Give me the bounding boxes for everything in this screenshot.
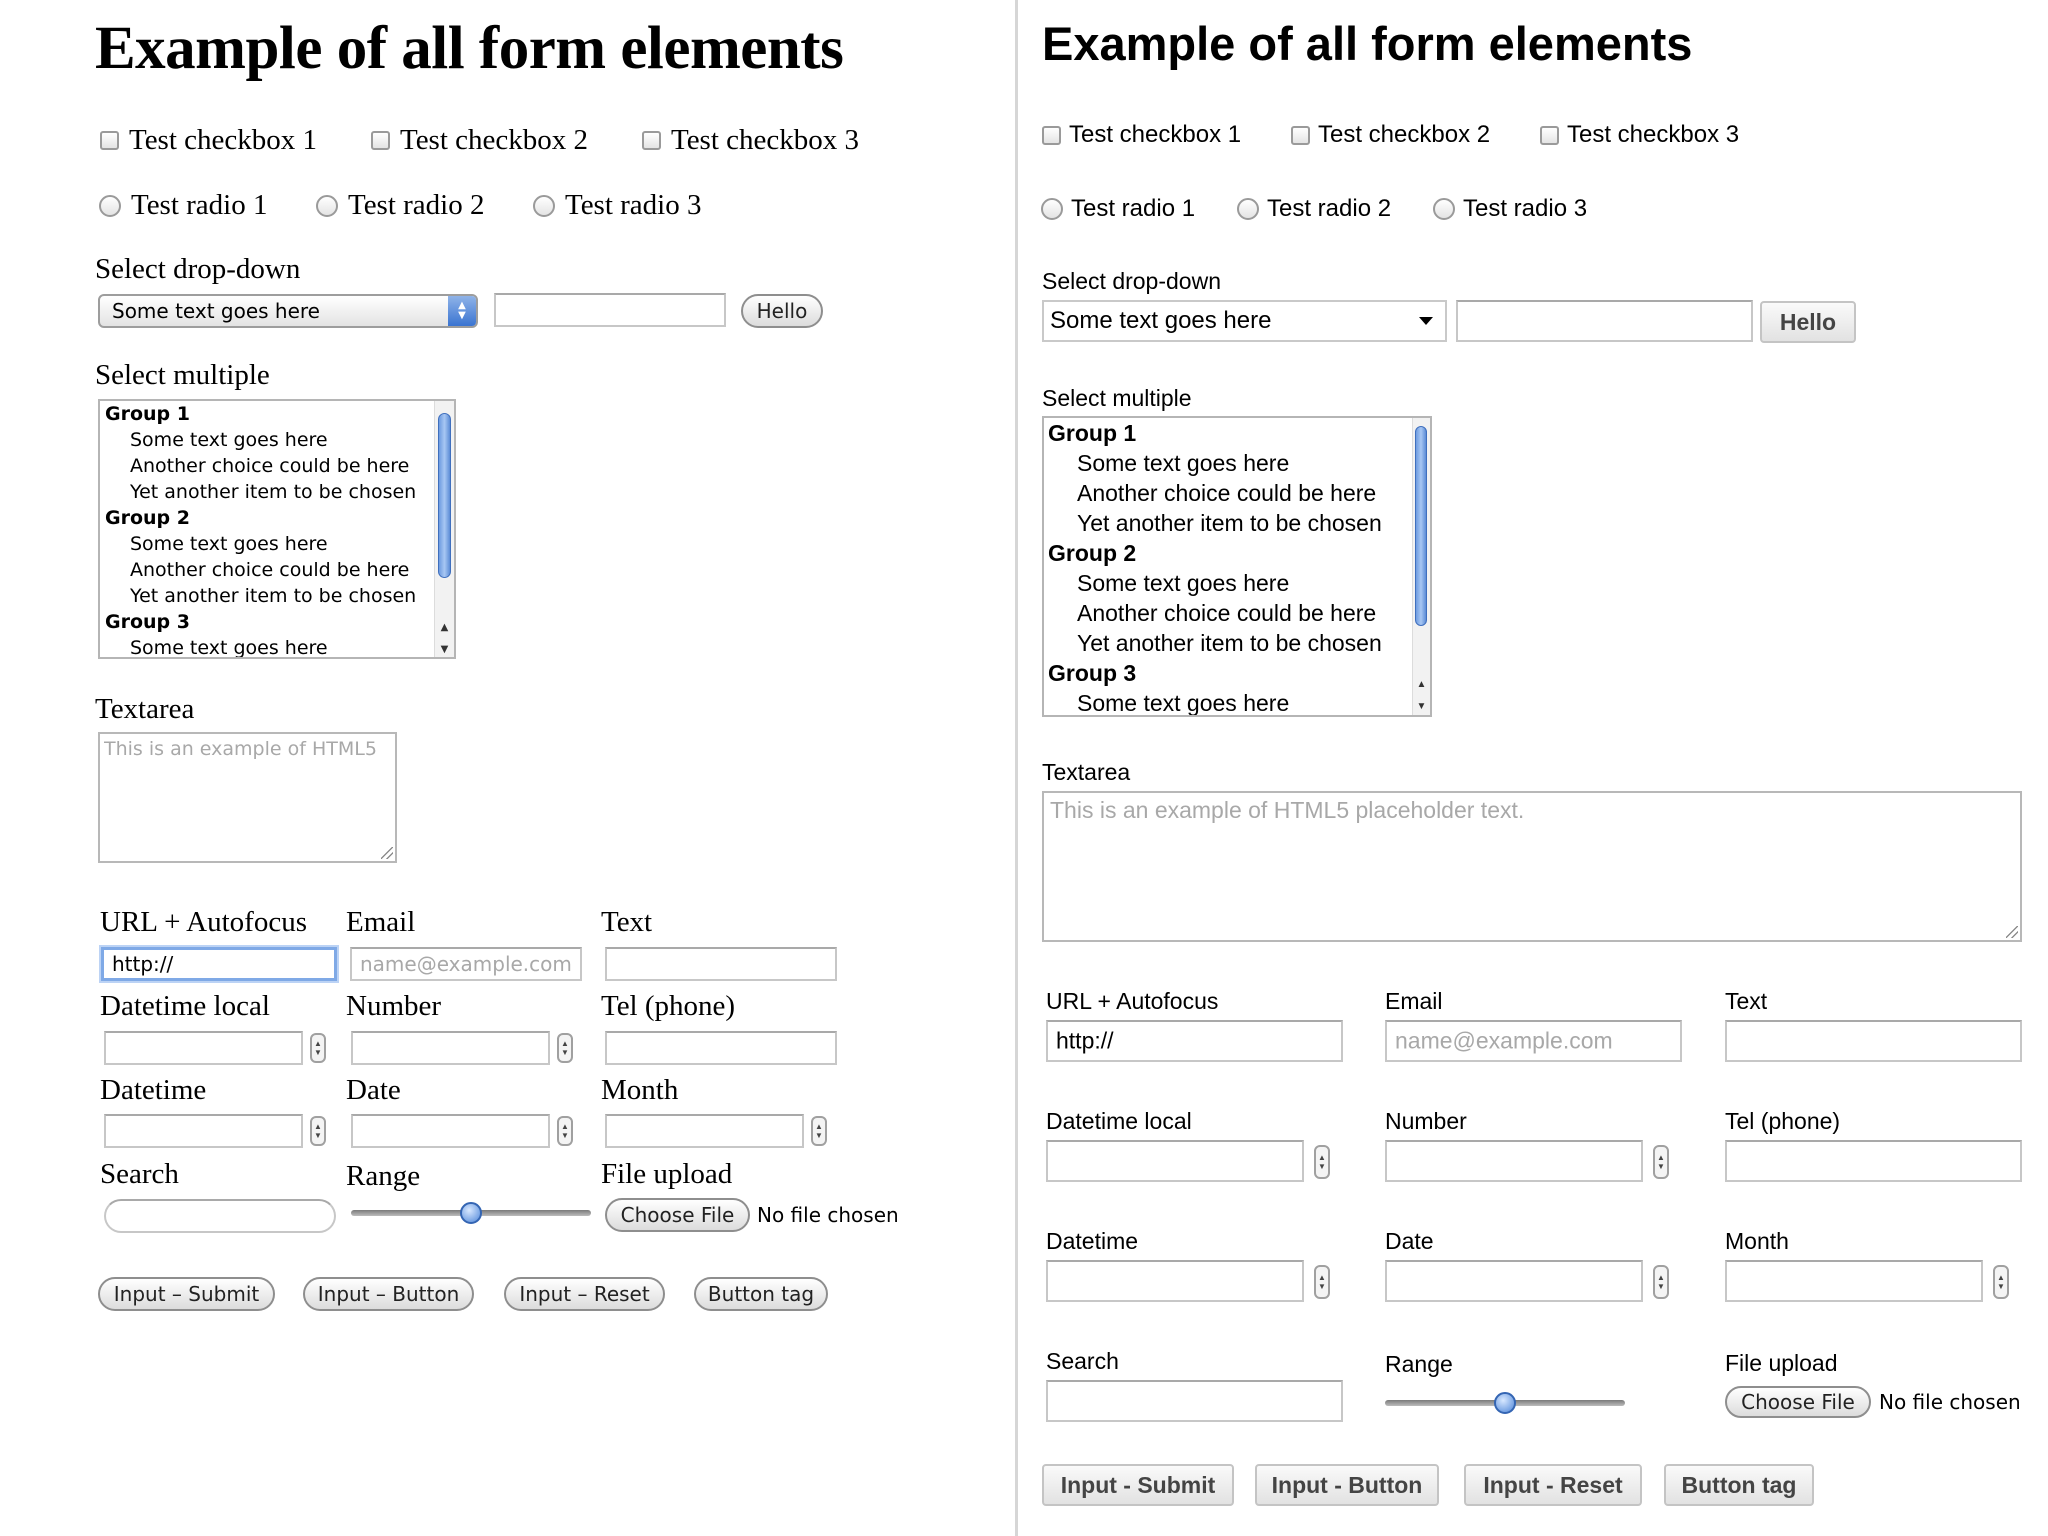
- resize-grip-icon[interactable]: [381, 847, 393, 859]
- left-pane: [0, 0, 1015, 1536]
- url-label: URL + Autofocus: [1046, 988, 1219, 1014]
- group-label: Group 3: [1048, 660, 1137, 686]
- checkbox-label: Test checkbox 2: [1318, 121, 1491, 148]
- url-value: http://: [112, 952, 174, 976]
- range-label: Range: [346, 1160, 421, 1192]
- month-label: Month: [1725, 1228, 1789, 1254]
- file-upload-label: File upload: [1725, 1350, 1838, 1376]
- tel-label: Tel (phone): [601, 990, 736, 1022]
- range-label: Range: [1385, 1351, 1453, 1377]
- checkbox-label: Test checkbox 3: [671, 124, 860, 156]
- datetime-local-input[interactable]: [1046, 1140, 1304, 1182]
- search-label: Search: [100, 1158, 179, 1190]
- scroll-thumb[interactable]: [1415, 426, 1427, 626]
- radio-item-1[interactable]: [1041, 195, 1195, 223]
- url-label: URL + Autofocus: [100, 906, 307, 938]
- list-option[interactable]: Another choice could be here: [130, 455, 410, 477]
- spinner-icon[interactable]: ▲ ▼: [1314, 1145, 1330, 1179]
- scroll-arrow-icon[interactable]: ▼: [1416, 701, 1427, 712]
- search-input[interactable]: [104, 1199, 336, 1233]
- checkbox-label: Test checkbox 3: [1567, 121, 1740, 148]
- list-option[interactable]: Some text goes here: [1077, 450, 1290, 476]
- number-label: Number: [346, 990, 442, 1022]
- radio-icon[interactable]: [1433, 198, 1455, 220]
- chevron-down-icon: [1419, 317, 1433, 325]
- checkbox-icon[interactable]: [371, 131, 390, 150]
- textarea-placeholder: This is an example of HTML5 placeholder text.: [1050, 797, 1525, 823]
- checkbox-item-2[interactable]: [371, 124, 588, 157]
- button-tag-button[interactable]: Button tag: [1664, 1464, 1814, 1506]
- select-multiple-label: Select multiple: [95, 359, 270, 391]
- listbox-scrollbar[interactable]: [434, 401, 454, 657]
- month-input[interactable]: [605, 1114, 804, 1148]
- datetime-local-label: Datetime local: [100, 990, 270, 1022]
- textarea-label: Textarea: [95, 693, 195, 725]
- file-status: No file chosen: [1879, 1390, 2021, 1414]
- spinner-icon[interactable]: ▲ ▼: [1314, 1265, 1330, 1299]
- radio-item-3[interactable]: [533, 189, 702, 222]
- radio-item-2[interactable]: [316, 189, 485, 222]
- search-label: Search: [1046, 1348, 1119, 1374]
- checkbox-icon[interactable]: [1291, 126, 1310, 145]
- url-input[interactable]: [1046, 1020, 1343, 1062]
- input-reset-button[interactable]: Input - Reset: [1464, 1464, 1642, 1506]
- datetime-input[interactable]: [104, 1114, 303, 1148]
- list-option[interactable]: Yet another item to be chosen: [130, 481, 417, 503]
- list-option[interactable]: Some text goes here: [130, 429, 328, 451]
- list-option[interactable]: Some text goes here: [130, 533, 328, 555]
- list-option[interactable]: Another choice could be here: [130, 559, 410, 581]
- list-option[interactable]: Yet another item to be chosen: [130, 585, 417, 607]
- group-label: Group 1: [1048, 420, 1137, 446]
- email-label: Email: [346, 906, 416, 938]
- spinner-icon[interactable]: ▲ ▼: [557, 1033, 573, 1063]
- spinner-icon[interactable]: ▲ ▼: [557, 1116, 573, 1146]
- select-dropdown[interactable]: [1042, 300, 1447, 342]
- checkbox-item-1[interactable]: [100, 124, 317, 157]
- page-title: Example of all form elements: [1042, 17, 1693, 70]
- tel-label: Tel (phone): [1725, 1108, 1841, 1134]
- month-label: Month: [601, 1074, 679, 1106]
- checkbox-item-3[interactable]: [1540, 121, 1739, 149]
- email-input[interactable]: [1385, 1020, 1682, 1062]
- checkbox-icon[interactable]: [1540, 126, 1559, 145]
- radio-item-2[interactable]: [1237, 195, 1391, 223]
- number-input[interactable]: [351, 1031, 550, 1065]
- select-label: Select drop-down: [1042, 268, 1221, 294]
- list-option[interactable]: Yet another item to be chosen: [1077, 510, 1382, 536]
- radio-icon[interactable]: [1237, 198, 1259, 220]
- number-label: Number: [1385, 1108, 1467, 1134]
- number-input[interactable]: [1385, 1140, 1643, 1182]
- text-input[interactable]: [605, 947, 837, 981]
- checkbox-icon[interactable]: [642, 131, 661, 150]
- select-text-input[interactable]: [1456, 300, 1753, 342]
- date-input[interactable]: [1385, 1260, 1643, 1302]
- radio-label: Test radio 2: [348, 189, 485, 221]
- select-dropdown[interactable]: [98, 294, 478, 328]
- radio-label: Test radio 3: [565, 189, 702, 221]
- select-multiple-label: Select multiple: [1042, 385, 1192, 411]
- scroll-arrow-icon[interactable]: ▲: [440, 622, 449, 633]
- file-upload-label: File upload: [601, 1158, 733, 1190]
- date-input[interactable]: [351, 1114, 550, 1148]
- datetime-input[interactable]: [1046, 1260, 1304, 1302]
- list-option[interactable]: Another choice could be here: [1077, 600, 1377, 626]
- choose-file-button[interactable]: Choose File: [1725, 1386, 1871, 1418]
- radio-item-1[interactable]: [99, 189, 268, 222]
- radio-label: Test radio 3: [1463, 195, 1588, 222]
- checkbox-icon[interactable]: [1042, 126, 1061, 145]
- checkbox-item-3[interactable]: [642, 124, 859, 157]
- radio-icon[interactable]: [99, 195, 121, 217]
- choose-file-button[interactable]: Choose File: [605, 1198, 750, 1232]
- select-multiple-listbox[interactable]: [98, 399, 456, 659]
- tel-input[interactable]: [605, 1031, 837, 1065]
- spinner-icon[interactable]: ▲ ▼: [310, 1116, 326, 1146]
- radio-icon[interactable]: [533, 195, 555, 217]
- input-button-button[interactable]: Input - Button: [1255, 1464, 1439, 1506]
- select-multiple-listbox[interactable]: [1042, 416, 1432, 717]
- list-option[interactable]: Some text goes here: [1077, 570, 1290, 596]
- checkbox-item-2[interactable]: [1291, 121, 1490, 149]
- select-value: Some text goes here: [1050, 307, 1272, 334]
- input-submit-button[interactable]: Input – Submit: [98, 1277, 275, 1311]
- textarea-label: Textarea: [1042, 759, 1131, 785]
- url-value: http://: [1056, 1027, 1114, 1054]
- spinner-icon[interactable]: ▲ ▼: [1993, 1265, 2009, 1299]
- range-thumb[interactable]: [1494, 1392, 1516, 1414]
- right-pane: [1018, 0, 2048, 1536]
- radio-item-3[interactable]: [1433, 195, 1587, 223]
- tel-input[interactable]: [1725, 1140, 2022, 1182]
- radio-label: Test radio 2: [1267, 195, 1392, 222]
- checkbox-label: Test checkbox 1: [1069, 121, 1242, 148]
- spinner-icon[interactable]: ▲ ▼: [1653, 1265, 1669, 1299]
- text-label: Text: [601, 906, 653, 938]
- input-button-button[interactable]: Input – Button: [303, 1277, 474, 1311]
- textarea-placeholder: This is an example of HTML5: [104, 738, 377, 760]
- scroll-thumb[interactable]: [438, 413, 451, 578]
- datetime-label: Datetime: [1046, 1228, 1139, 1254]
- group-label: Group 2: [105, 507, 190, 529]
- datetime-local-input[interactable]: [104, 1031, 303, 1065]
- input-submit-button[interactable]: Input - Submit: [1042, 1464, 1234, 1506]
- hello-button[interactable]: Hello: [741, 294, 823, 328]
- month-input[interactable]: [1725, 1260, 1983, 1302]
- date-label: Date: [1385, 1228, 1434, 1254]
- input-reset-button[interactable]: Input – Reset: [504, 1277, 665, 1311]
- list-option[interactable]: Another choice could be here: [1077, 480, 1377, 506]
- radio-icon[interactable]: [1041, 198, 1063, 220]
- text-input[interactable]: [1725, 1020, 2022, 1062]
- spinner-icon[interactable]: ▲ ▼: [310, 1033, 326, 1063]
- group-label: Group 3: [105, 611, 190, 633]
- button-tag-button[interactable]: Button tag: [694, 1277, 828, 1311]
- text-label: Text: [1725, 988, 1768, 1014]
- radio-label: Test radio 1: [1071, 195, 1196, 222]
- list-option[interactable]: Some text goes here: [130, 637, 328, 659]
- group-label: Group 1: [105, 403, 190, 425]
- datetime-local-label: Datetime local: [1046, 1108, 1192, 1134]
- select-arrows-icon: ▲ ▼: [448, 296, 476, 326]
- page-title: Example of all form elements: [95, 15, 844, 82]
- range-thumb[interactable]: [460, 1202, 482, 1224]
- date-label: Date: [346, 1074, 401, 1106]
- checkbox-item-1[interactable]: [1042, 121, 1241, 149]
- list-option[interactable]: Some text goes here: [1077, 690, 1290, 716]
- checkbox-icon[interactable]: [100, 131, 119, 150]
- select-text-input[interactable]: [494, 293, 726, 327]
- email-placeholder: name@example.com: [1395, 1027, 1613, 1054]
- group-label: Group 2: [1048, 540, 1137, 566]
- email-placeholder: name@example.com: [360, 952, 572, 976]
- select-value: Some text goes here: [112, 299, 320, 323]
- checkbox-label: Test checkbox 1: [129, 124, 318, 156]
- file-status: No file chosen: [757, 1203, 899, 1227]
- textarea[interactable]: [98, 732, 397, 863]
- scroll-arrow-icon[interactable]: ▲: [1416, 679, 1427, 690]
- radio-label: Test radio 1: [131, 189, 268, 221]
- spinner-icon[interactable]: ▲ ▼: [1653, 1145, 1669, 1179]
- resize-grip-icon[interactable]: [2006, 926, 2018, 938]
- radio-icon[interactable]: [316, 195, 338, 217]
- select-label: Select drop-down: [95, 253, 301, 285]
- url-input[interactable]: [101, 947, 337, 981]
- spinner-icon[interactable]: ▲ ▼: [811, 1116, 827, 1146]
- search-input[interactable]: [1046, 1380, 1343, 1422]
- email-input[interactable]: [350, 947, 582, 981]
- scroll-arrow-icon[interactable]: ▼: [440, 644, 449, 655]
- list-option[interactable]: Yet another item to be chosen: [1077, 630, 1382, 656]
- hello-button[interactable]: Hello: [1760, 301, 1856, 343]
- checkbox-label: Test checkbox 2: [400, 124, 589, 156]
- email-label: Email: [1385, 988, 1443, 1014]
- textarea[interactable]: [1042, 791, 2022, 942]
- datetime-label: Datetime: [100, 1074, 207, 1106]
- listbox-scrollbar[interactable]: [1412, 418, 1430, 715]
